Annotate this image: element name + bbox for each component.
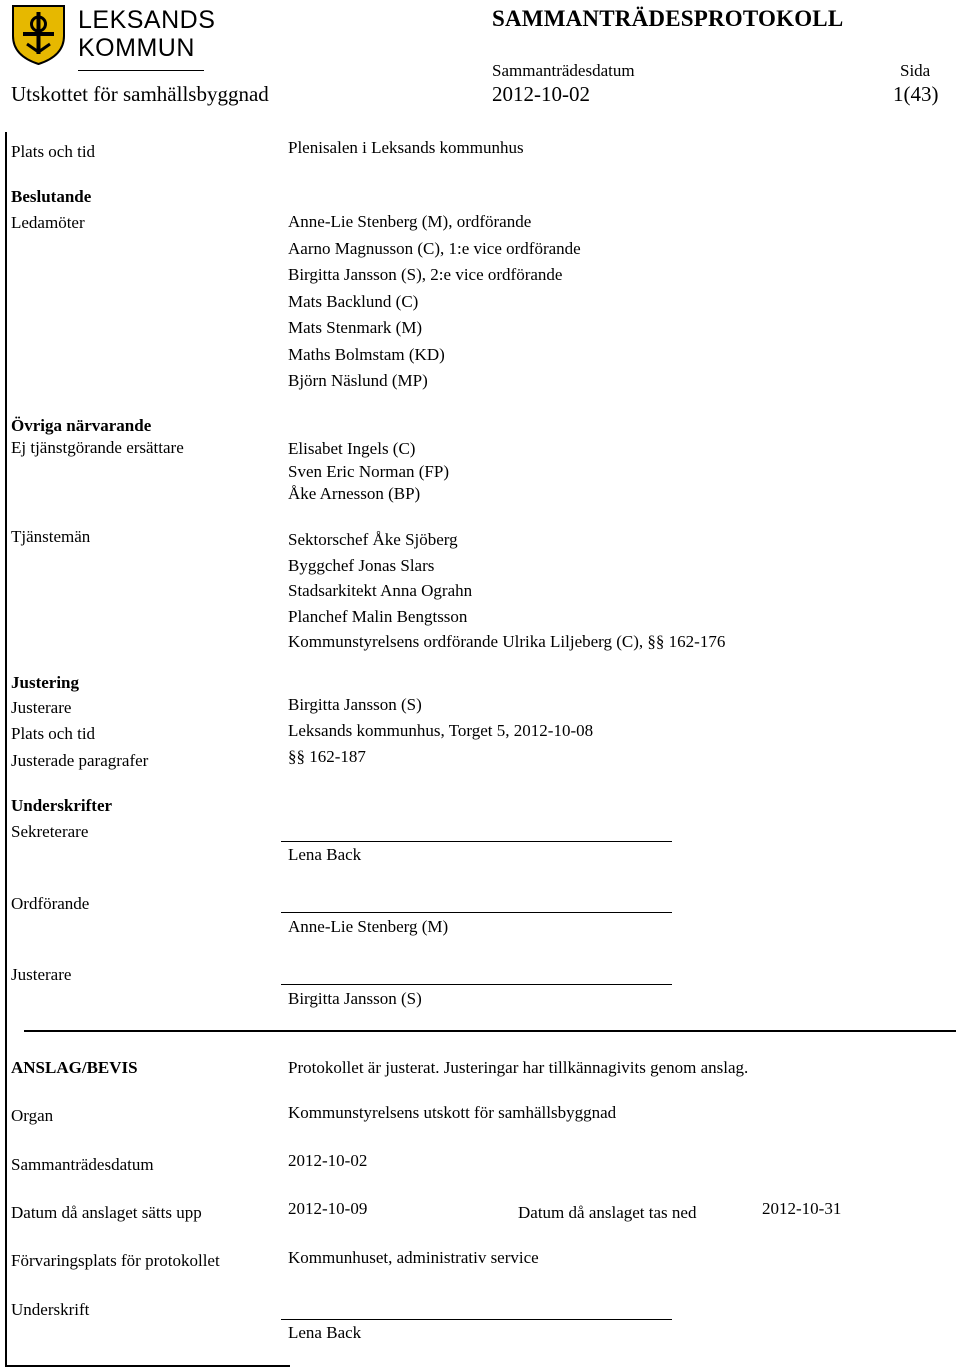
meeting-date: 2012-10-02	[492, 82, 590, 106]
members-label: Ledamöter	[11, 213, 85, 232]
substitutes-list	[288, 438, 449, 506]
member-item: Mats Backlund (C)	[288, 291, 419, 311]
officials-label: Tjänstemän	[11, 527, 91, 546]
member-item: Anne-Lie Stenberg (M), ordförande	[288, 212, 532, 231]
chair-label: Ordförande	[11, 894, 90, 913]
bottom-margin-rule	[5, 1365, 290, 1367]
official-item: Byggchef Jonas Slars	[288, 555, 435, 575]
member-item: Aarno Magnusson (C), 1:e vice ordförande	[288, 238, 581, 258]
substitute-item: Sven Eric Norman (FP)	[288, 461, 450, 481]
storage-label: Förvaringsplats för protokollet	[11, 1251, 220, 1270]
location-value: Plenisalen i Leksands kommunhus	[288, 138, 524, 157]
section-separator	[24, 1030, 956, 1032]
page-label: Sida	[900, 61, 931, 80]
secretary-signature-line	[281, 841, 672, 842]
secretary-label: Sekreterare	[11, 822, 89, 841]
municipal-coat-of-arms-icon	[11, 4, 66, 66]
signature-label: Underskrift	[11, 1300, 90, 1319]
left-margin-rule	[5, 132, 7, 1366]
adjuster-value: Birgitta Jansson (S)	[288, 695, 422, 714]
organ-label: Organ	[11, 1106, 54, 1125]
officials-list	[288, 527, 725, 655]
adjustment-heading: Justering	[11, 673, 79, 692]
notice-statement: Protokollet är justerat. Justeringar har tillkännagivits genom anslag.	[288, 1058, 749, 1077]
logo-text-kommun: KOMMUN	[78, 34, 195, 62]
posted-date-value: 2012-10-09	[288, 1199, 368, 1218]
substitutes-label: Ej tjänstgörande ersättare	[11, 438, 184, 457]
logo-text-leksands: LEKSANDS	[78, 6, 216, 34]
substitute-item: Åke Arnesson (BP)	[288, 484, 421, 503]
adjuster-signature-line	[281, 984, 672, 985]
notice-signature-line	[281, 1319, 672, 1320]
adjustment-place-label: Plats och tid	[11, 724, 96, 743]
adjuster-name: Birgitta Jansson (S)	[288, 989, 422, 1008]
posted-date-label: Datum då anslaget sätts upp	[11, 1203, 202, 1222]
substitute-item: Elisabet Ingels (C)	[288, 439, 416, 458]
chair-signature-line	[281, 912, 672, 913]
member-item: Maths Bolmstam (KD)	[288, 344, 445, 364]
meeting-date-label-2: Sammanträdesdatum	[11, 1155, 154, 1174]
official-item: Planchef Malin Bengtsson	[288, 606, 468, 626]
committee-name: Utskottet för samhällsbyggnad	[11, 82, 269, 106]
removed-date-label: Datum då anslaget tas ned	[518, 1203, 697, 1222]
secretary-name: Lena Back	[288, 845, 362, 864]
decision-makers-heading: Beslutande	[11, 187, 92, 206]
members-list	[288, 209, 581, 395]
signatures-heading: Underskrifter	[11, 796, 113, 815]
organ-value: Kommunstyrelsens utskott för samhällsbyggnad	[288, 1103, 617, 1122]
member-item: Birgitta Jansson (S), 2:e vice ordförande	[288, 265, 563, 284]
adjuster-signature-label: Justerare	[11, 965, 72, 984]
meeting-date-label: Sammanträdesdatum	[492, 61, 635, 80]
adjusted-paragraphs-label: Justerade paragrafer	[11, 751, 149, 770]
meeting-date-value-2: 2012-10-02	[288, 1151, 368, 1170]
page-number: 1(43)	[893, 82, 939, 106]
notice-signer-name: Lena Back	[288, 1323, 362, 1342]
removed-date-value: 2012-10-31	[762, 1199, 842, 1218]
member-item: Mats Stenmark (M)	[288, 318, 423, 337]
location-label: Plats och tid	[11, 142, 96, 161]
member-item: Björn Näslund (MP)	[288, 371, 428, 390]
official-item: Kommunstyrelsens ordförande Ulrika Liljeberg (C), §§ 162-176	[288, 632, 726, 651]
adjusted-paragraphs-value: §§ 162-187	[288, 747, 366, 766]
official-item: Sektorschef Åke Sjöberg	[288, 530, 458, 549]
document-title: SAMMANTRÄDESPROTOKOLL	[492, 6, 844, 31]
notice-heading: ANSLAG/BEVIS	[11, 1058, 138, 1077]
adjustment-place-value: Leksands kommunhus, Torget 5, 2012-10-08	[288, 721, 594, 740]
storage-value: Kommunhuset, administrativ service	[288, 1248, 539, 1267]
logo-underline	[78, 70, 204, 71]
chair-name: Anne-Lie Stenberg (M)	[288, 917, 449, 936]
others-present-heading: Övriga närvarande	[11, 416, 152, 435]
official-item: Stadsarkitekt Anna Ograhn	[288, 581, 473, 600]
adjuster-label: Justerare	[11, 698, 72, 717]
